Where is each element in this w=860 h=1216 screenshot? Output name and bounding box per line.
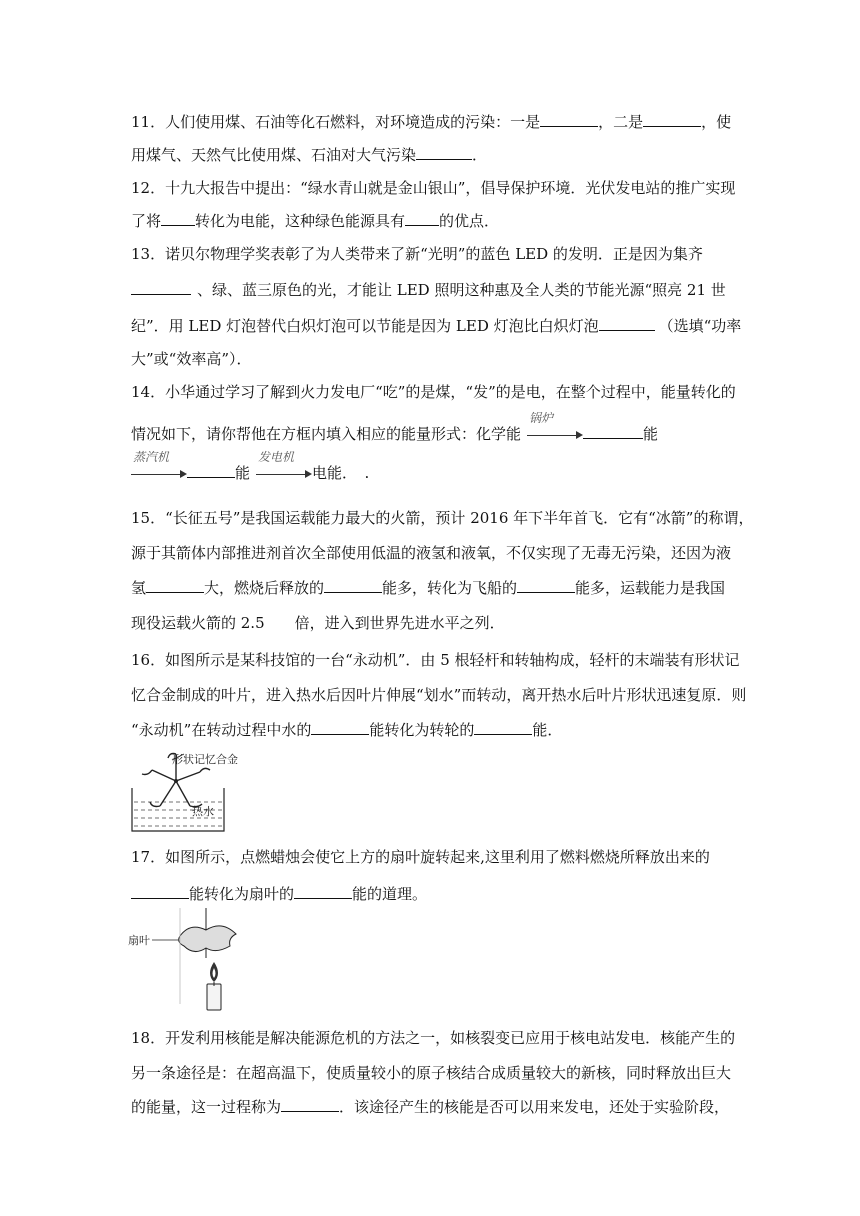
q15-text: 大，燃烧后释放的 <box>204 579 325 597</box>
q11-text: 用煤气、天然气比使用煤、石油对大气污染 <box>131 146 417 164</box>
q15-line4: 现役运载火箭的 2.5 倍，进入到世界先进水平之列． <box>131 614 505 632</box>
q17-text: 能转化为扇叶的 <box>189 885 295 903</box>
generator-arrow <box>256 450 312 483</box>
q11-text: ． <box>472 146 488 164</box>
q14-blank-1[interactable] <box>583 424 643 439</box>
q15-blank-3[interactable] <box>517 578 575 593</box>
q17-text: 能的道理。 <box>352 885 428 903</box>
q14-text: 电能． . <box>312 464 370 482</box>
q12-blank-1[interactable] <box>161 211 195 226</box>
perpetual-motion-figure <box>128 748 268 834</box>
q12-line2 <box>131 211 499 231</box>
generator-label: 发电机 <box>258 450 295 464</box>
right-arrow-icon <box>131 474 185 475</box>
q12-line1: 12．十九大报告中提出：“绿水青山就是金山银山”，倡导保护环境．光伏发电站的推广实现 <box>131 179 736 197</box>
q13-line3 <box>131 316 741 336</box>
q15-text: 能多，转化为飞船的 <box>382 579 518 597</box>
q14-blank-2[interactable] <box>187 463 235 478</box>
q14-line3 <box>131 450 370 483</box>
q14-line1: 14．小华通过学习了解到火力发电厂“吃”的是煤，“发”的是电，在整个过程中，能量转化的 <box>131 383 736 401</box>
right-arrow-icon <box>256 474 310 475</box>
q18-text: 的能量，这一过程称为 <box>131 1098 282 1116</box>
q11-text: ，二是 <box>598 113 644 131</box>
q14-line2 <box>131 411 659 444</box>
q16-line2: 忆合金制成的叶片，进入热水后因叶片伸展“划水”而转动，离开热水后叶片形状迅速复原．则 <box>131 686 747 704</box>
q11-blank-3[interactable] <box>416 145 472 160</box>
fan-label: 扇叶 <box>128 934 150 947</box>
q13-line4: 大”或“效率高”）． <box>131 350 252 368</box>
q18-line2: 另一条途径是：在超高温下，使质量较小的原子核结合成质量较大的新核，同时释放出巨大 <box>131 1064 732 1082</box>
q12-text: 了将 <box>131 212 162 230</box>
q12-text: 的优点． <box>439 212 500 230</box>
q11-blank-1[interactable] <box>540 112 598 127</box>
q11-line2 <box>131 145 487 165</box>
q15-blank-2[interactable] <box>324 578 382 593</box>
q17-line1: 17．如图所示，点燃蜡烛会使它上方的扇叶旋转起来,这里利用了燃料燃烧所释放出来的 <box>131 848 710 866</box>
q16-blank-2[interactable] <box>474 720 532 735</box>
right-arrow-icon <box>527 435 581 436</box>
q18-line3 <box>131 1097 729 1117</box>
q15-text: 能多，运载能力是我国 <box>575 579 726 597</box>
boiler-label: 锅炉 <box>529 411 554 425</box>
q11-text: 11．人们使用煤、石油等化石燃料，对环境造成的污染：一是 <box>131 113 541 131</box>
steam-engine-arrow <box>131 450 187 483</box>
q13-text: （选填“功率 <box>658 317 742 335</box>
q15-blank-1[interactable] <box>146 578 204 593</box>
q14-text: 情况如下，请你帮他在方框内填入相应的能量形式：化学能 <box>131 425 522 443</box>
q12-blank-2[interactable] <box>405 211 439 226</box>
q15-line3 <box>131 578 725 598</box>
q13-blank-2[interactable] <box>599 316 655 331</box>
q17-blank-1[interactable] <box>131 884 189 899</box>
q16-text: 能． <box>532 721 563 739</box>
q11-line1 <box>131 112 731 132</box>
hot-water-label: 热水 <box>192 805 214 818</box>
q16-blank-1[interactable] <box>311 720 369 735</box>
q15-line2: 源于其箭体内部推进剂首次全部使用低温的液氢和液氧，不仅实现了无毒无污染，还因为液 <box>131 544 732 562</box>
q16-text: 能转化为转轮的 <box>369 721 475 739</box>
q11-text: ，使 <box>701 113 732 131</box>
q13-text: 纪”．用 LED 灯泡替代白炽灯泡可以节能是因为 LED 灯泡比白炽灯泡 <box>131 317 599 335</box>
steam-engine-label: 蒸汽机 <box>133 450 170 464</box>
q17-line2 <box>131 884 427 904</box>
q13-line2 <box>131 280 726 300</box>
q18-blank-1[interactable] <box>281 1097 339 1112</box>
q16-text: “永动机”在转动过程中水的 <box>131 721 312 739</box>
q14-text: 能 <box>643 425 659 443</box>
q15-text: 氢 <box>131 579 147 597</box>
q16-line3 <box>131 720 562 740</box>
q17-blank-2[interactable] <box>294 884 352 899</box>
q14-text: 能 <box>235 464 251 482</box>
q13-text: 、绿、蓝三原色的光，才能让 LED 照明这种惠及全人类的节能光源“照亮 21 世 <box>197 281 726 299</box>
q18-text: ．该途径产生的核能是否可以用来发电，还处于实验阶段， <box>339 1098 730 1116</box>
q13-line1: 13．诺贝尔物理学奖表彰了为人类带来了新“光明”的蓝色 LED 的发明．正是因为集齐 <box>131 245 703 263</box>
q12-text: 转化为电能，这种绿色能源具有 <box>195 212 406 230</box>
q18-line1: 18．开发利用核能是解决能源危机的方法之一，如核裂变已应用于核电站发电．核能产生的 <box>131 1029 736 1047</box>
q15-line1: 15．“长征五号”是我国运载能力最大的火箭，预计 2016 年下半年首飞．它有“冰箭”的称谓， <box>131 509 754 527</box>
q16-line1: 16．如图所示是某科技馆的一台“永动机”．由 5 根轻杆和转轴构成，轻杆的末端装有形状记 <box>131 651 740 669</box>
candle-fan-figure <box>128 904 258 1012</box>
q13-blank-1[interactable] <box>131 280 191 295</box>
q11-blank-2[interactable] <box>643 112 701 127</box>
boiler-arrow <box>527 411 583 444</box>
alloy-label: 形状记忆合金 <box>172 753 238 766</box>
